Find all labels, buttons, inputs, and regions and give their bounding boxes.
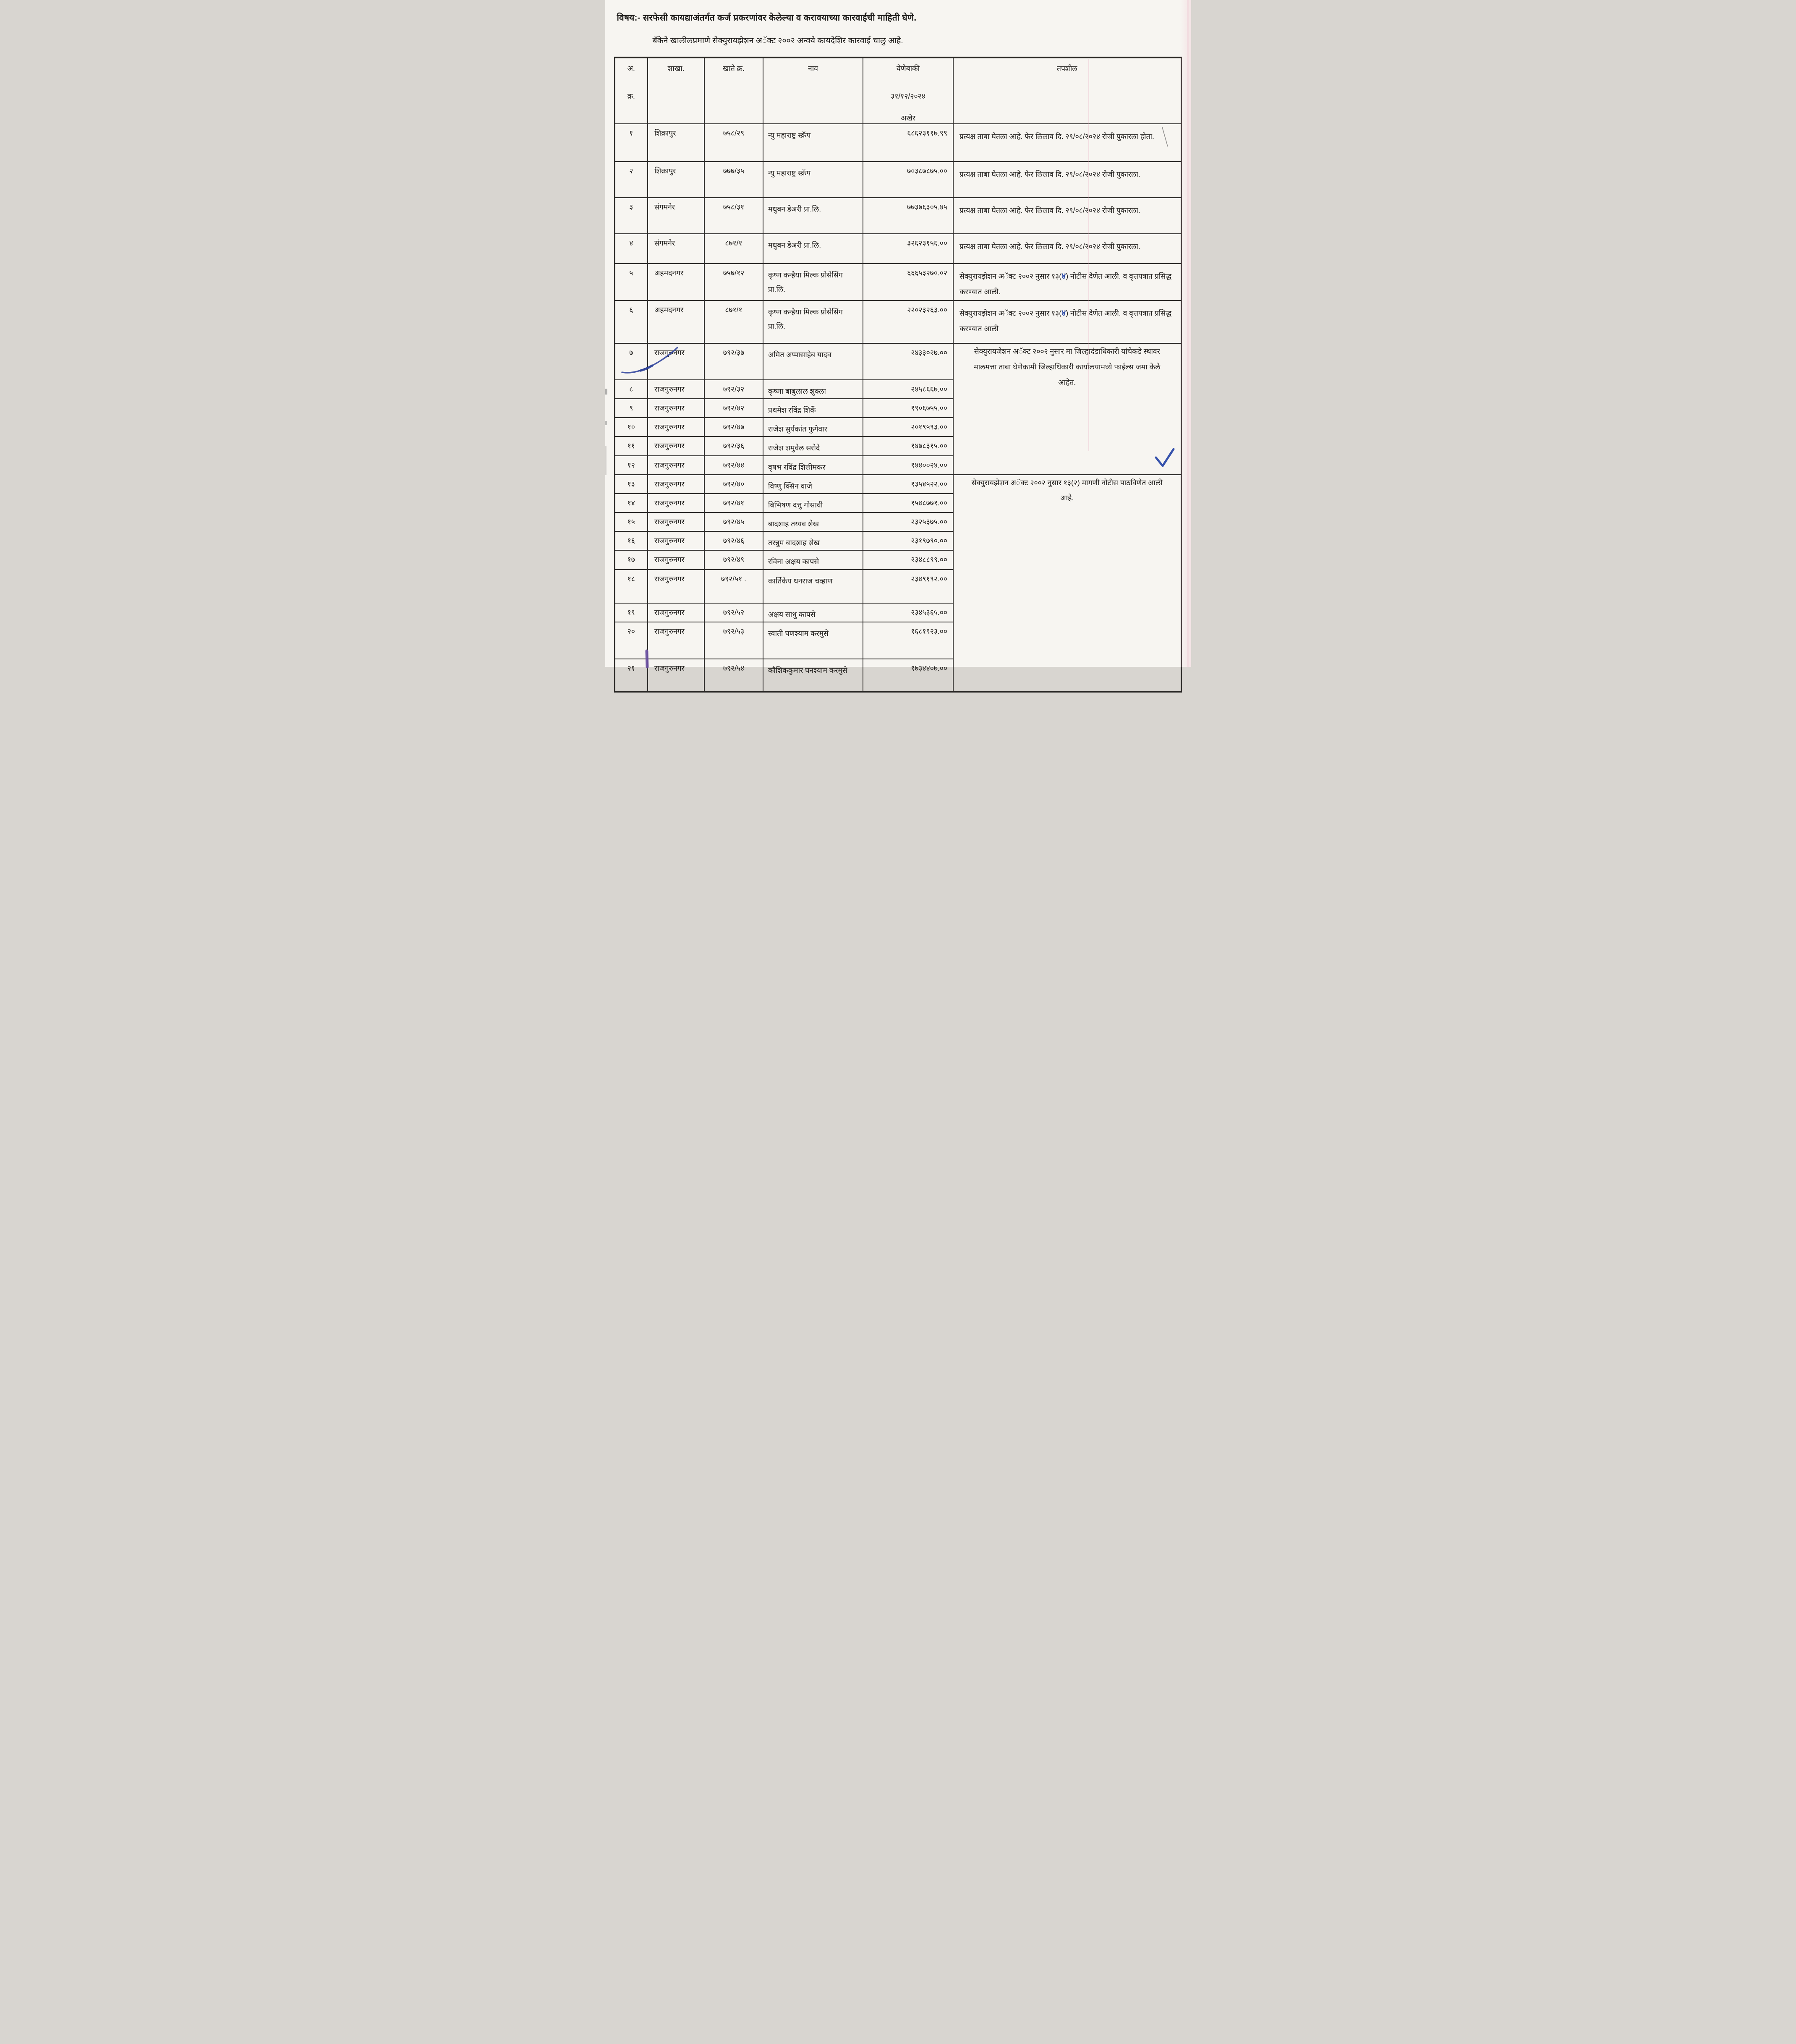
branch: राजगुरुनगर	[648, 343, 704, 380]
sr-no: १०	[614, 418, 648, 437]
borrower-name: न्यु महाराष्ट्र स्क्रॅप	[763, 124, 863, 162]
detail-text: प्रत्यक्ष ताबा घेतला आहे. फेर लिलाव दि. २९/०८/२०२४ रोजी पुकारला.	[953, 162, 1181, 198]
borrower-name: बिभिषण दत्तु गोसावी	[763, 494, 863, 512]
outstanding-amount: १७३४४०७.००	[863, 659, 953, 692]
borrower-name: अक्षय साधु कापसे	[763, 603, 863, 622]
sr-no: १६	[614, 531, 648, 550]
outstanding-amount: ६६६५३२७०.०२	[863, 264, 953, 301]
outstanding-amount: १४७८३१५.००	[863, 437, 953, 455]
outstanding-amount: २२०२३२६३.००	[863, 301, 953, 343]
branch: राजगुरुनगर	[648, 550, 704, 570]
branch: राजगुरुनगर	[648, 456, 704, 475]
sr-no: ५	[614, 264, 648, 301]
outstanding-amount: २४३३०२७.००	[863, 343, 953, 380]
table-row	[614, 475, 1181, 494]
account-no: ७७७/३५	[704, 162, 763, 198]
sr-no: १५	[614, 512, 648, 531]
borrower-name: मधुबन डेअरी प्रा.लि.	[763, 234, 863, 264]
borrower-name: अमित अप्पासाहेब यादव	[763, 343, 863, 380]
outstanding-amount: २३४८८९९.००	[863, 550, 953, 570]
header-outstanding: येणेबाकी ३१/१२/२०२४ अखेर	[863, 58, 953, 124]
table-row	[614, 301, 1181, 343]
intro-line: बँकेने खालीलप्रमाणे सेक्युरायझेशन अॅक्ट २००२ अन्वये कायदेशिर कारवाई चालु आहे.	[652, 36, 903, 45]
handwritten-blue-digit: ४	[1061, 272, 1066, 281]
borrower-name: रविना अक्षय कापसे	[763, 550, 863, 570]
branch: राजगुरुनगर	[648, 494, 704, 512]
borrower-name: कृष्णा बाबुलाल शुक्ला	[763, 380, 863, 399]
outstanding-amount: २०१९५९३.००	[863, 418, 953, 437]
account-no: ७९२/४५	[704, 512, 763, 531]
branch: राजगुरुनगर	[648, 380, 704, 399]
outstanding-amount: १३५४५२२.००	[863, 475, 953, 494]
account-no: ७९२/३२	[704, 380, 763, 399]
sr-no: २	[614, 162, 648, 198]
loan-cases-table	[614, 57, 1182, 693]
borrower-name: तरन्नुम बादशाह शेख	[763, 531, 863, 550]
detail-text: प्रत्यक्ष ताबा घेतला आहे. फेर लिलाव दि. २९/०८/२०२४ रोजी पुकारला.	[953, 234, 1181, 264]
outstanding-amount: ६८६२३११७.९९	[863, 124, 953, 162]
branch: राजगुरुनगर	[648, 570, 704, 603]
sr-no: ६	[614, 301, 648, 343]
borrower-name: राजेश शमुवेल सरोदे	[763, 437, 863, 455]
header-name: नाव	[763, 58, 863, 124]
account-no: ७९२/४७	[704, 418, 763, 437]
account-no: ७९२/४२	[704, 399, 763, 418]
branch: संगमनेर	[648, 198, 704, 234]
branch: राजगुरुनगर	[648, 418, 704, 437]
borrower-name: कौशिककुमार घनश्याम करमुसे	[763, 659, 863, 692]
detail-text: सेक्युरायझेशन अॅक्ट २००२ नुसार १३(४) नोटीस देणेत आली. व वृत्तपत्रात प्रसिद्ध करण्यात आली.	[953, 264, 1181, 301]
merged-detail-rows-7-12: सेक्युरायजेशन अॅक्ट २००२ नुसार मा जिल्हादंडाधिकारी यांचेकडे स्थावर मालमत्ता ताबा घेणेकामी जिल्हाधिकारी कार्यालयामध्ये फाईल्स जमा केले आहेत.	[953, 343, 1181, 475]
outstanding-amount: २३१९७९०.००	[863, 531, 953, 550]
account-no: ७९२/५४	[704, 659, 763, 692]
borrower-name: कार्तिकेय धनराज चव्हाण	[763, 570, 863, 603]
scan-smudge	[605, 421, 607, 425]
branch: अहमदनगर	[648, 301, 704, 343]
account-no: ७५८/३१	[704, 198, 763, 234]
account-no: ७९२/४१	[704, 494, 763, 512]
borrower-name: कृष्ण कन्हैया मिल्क प्रोसेसिंग प्रा.लि.	[763, 264, 863, 301]
table-row	[614, 124, 1181, 162]
subject-line: विषय:- सरफेसी कायद्याअंतर्गत कर्ज प्रकरणांवर केलेल्या व करावयाच्या कारवाईची माहिती घेणे.	[617, 13, 917, 23]
table-row	[614, 264, 1181, 301]
account-no: ७९२/४९	[704, 550, 763, 570]
outstanding-amount: ३२६२३१५६.००	[863, 234, 953, 264]
account-no: ७९२/५१ .	[704, 570, 763, 603]
account-no: ७९२/४०	[704, 475, 763, 494]
branch: राजगुरुनगर	[648, 512, 704, 531]
account-no: ७५७/१२	[704, 264, 763, 301]
borrower-name: स्वाती घणश्याम करमुसे	[763, 622, 863, 659]
branch: राजगुरुनगर	[648, 437, 704, 455]
branch: राजगुरुनगर	[648, 399, 704, 418]
sr-no: १२	[614, 456, 648, 475]
outstanding-amount: १६८१९२३.००	[863, 622, 953, 659]
branch: राजगुरुनगर	[648, 531, 704, 550]
header-branch: शाखा.	[648, 58, 704, 124]
table-row	[614, 343, 1181, 380]
sr-no: २१	[614, 659, 648, 692]
account-no: ८७१/१	[704, 234, 763, 264]
outstanding-amount: २४५८६६७.००	[863, 380, 953, 399]
borrower-name: बादशाह तय्यब शेख	[763, 512, 863, 531]
sr-no: ९	[614, 399, 648, 418]
header-details: तपशील	[953, 58, 1181, 124]
detail-text: प्रत्यक्ष ताबा घेतला आहे. फेर लिलाव दि. २९/०८/२०२४ रोजी पुकारला.	[953, 198, 1181, 234]
detail-text: प्रत्यक्ष ताबा घेतला आहे. फेर लिलाव दि. २९/०८/२०२४ रोजी पुकारला होता.	[953, 124, 1181, 162]
account-no: ७९२/५३	[704, 622, 763, 659]
sr-no: ३	[614, 198, 648, 234]
check-icon	[1154, 447, 1176, 468]
branch: संगमनेर	[648, 234, 704, 264]
branch: राजगुरुनगर	[648, 603, 704, 622]
sr-no: १७	[614, 550, 648, 570]
table-row	[614, 162, 1181, 198]
sr-no: ८	[614, 380, 648, 399]
outstanding-amount: ७०३८७८७५.००	[863, 162, 953, 198]
sr-no: ४	[614, 234, 648, 264]
detail-text: सेक्युरायझेशन अॅक्ट २००२ नुसार १३(४) नोटीस देणेत आली. व वृत्तपत्रात प्रसिद्ध करण्यात आली	[953, 301, 1181, 343]
outstanding-amount: २३४५३६५.००	[863, 603, 953, 622]
outstanding-amount: १९०६७५५.००	[863, 399, 953, 418]
sr-no: २०	[614, 622, 648, 659]
header-sr-no: अ. क्र.	[614, 58, 648, 124]
outstanding-amount: २३४९१९२.००	[863, 570, 953, 603]
borrower-name: वृषभ रविंद्र शिलीमकर	[763, 456, 863, 475]
handwritten-blue-digit: ४	[1061, 308, 1066, 318]
account-no: ७९२/४६	[704, 531, 763, 550]
header-account-no: खाते क्र.	[704, 58, 763, 124]
merged-detail-rows-13-21: सेक्युरायझेशन अॅक्ट २००२ नुसार १३(२) मागणी नोटीस पाठविणेत आली आहे.	[953, 475, 1181, 692]
table-row	[614, 198, 1181, 234]
sr-no: १३	[614, 475, 648, 494]
branch: शिक्रापुर	[648, 124, 704, 162]
borrower-name: राजेश सुर्यकांत फुगेवार	[763, 418, 863, 437]
table-row	[614, 234, 1181, 264]
borrower-name: प्रथमेश रविंद्र शिर्के	[763, 399, 863, 418]
borrower-name: विष्णु क्सिन वाजे	[763, 475, 863, 494]
account-no: ७९२/३६	[704, 437, 763, 455]
branch: अहमदनगर	[648, 264, 704, 301]
account-no: ८७१/१	[704, 301, 763, 343]
outstanding-amount: १४४००२४.००	[863, 456, 953, 475]
sr-no: ११	[614, 437, 648, 455]
borrower-name: न्यु महाराष्ट्र स्क्रॅप	[763, 162, 863, 198]
scanned-document-page	[605, 0, 1191, 675]
scan-smudge	[605, 389, 607, 395]
outstanding-amount: २३२५३७५.००	[863, 512, 953, 531]
branch: राजगुरुनगर	[648, 622, 704, 659]
outstanding-amount: ७७३७६३०५.४५	[863, 198, 953, 234]
account-no: ७९२/४४	[704, 456, 763, 475]
sr-no: १८	[614, 570, 648, 603]
branch: राजगुरुनगर	[648, 659, 704, 692]
outstanding-amount: १५४८७७१.००	[863, 494, 953, 512]
sr-no: १९	[614, 603, 648, 622]
borrower-name: कृष्ण कन्हैया मिल्क प्रोसेसिंग प्रा.लि.	[763, 301, 863, 343]
scan-smudge	[605, 446, 607, 475]
sr-no: १४	[614, 494, 648, 512]
borrower-name: मधुबन डेअरी प्रा.लि.	[763, 198, 863, 234]
branch: राजगुरुनगर	[648, 475, 704, 494]
account-no: ७९२/३७	[704, 343, 763, 380]
account-no: ७५८/२९	[704, 124, 763, 162]
account-no: ७९२/५२	[704, 603, 763, 622]
sr-no: ७	[614, 343, 648, 380]
sr-no: १	[614, 124, 648, 162]
table-header-row	[614, 58, 1181, 124]
branch: शिक्रापुर	[648, 162, 704, 198]
